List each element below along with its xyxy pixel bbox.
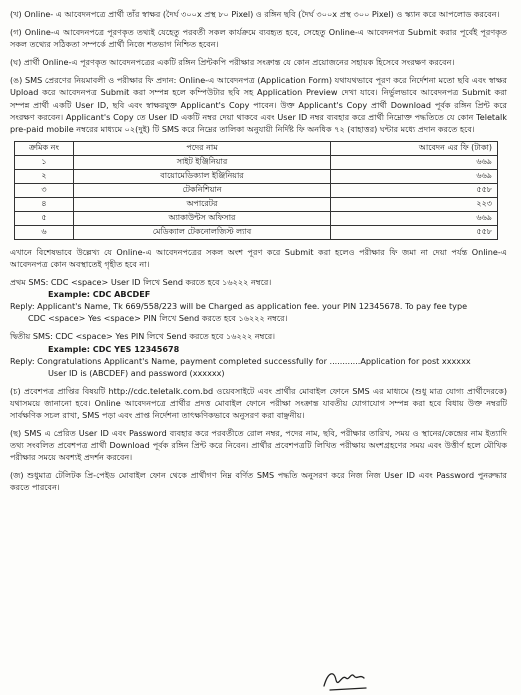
table-row [15, 225, 498, 239]
sms2-example: Example: CDC YES 12345678 [48, 343, 180, 354]
cell-post: অ্যাকাউন্টস অফিসার [74, 211, 331, 225]
cell-serial: ১ [15, 155, 74, 169]
cell-post: সাইট ইঞ্জিনিয়ার [74, 155, 331, 169]
handwritten-signature [318, 666, 374, 694]
cell-fee: ৫৫৮ [331, 225, 498, 239]
cell-serial: ৫ [15, 211, 74, 225]
sms1-instruction: প্রথম SMS: CDC <space> User ID লিখে Send করতে হবে ১৬২২২ নম্বরে। [10, 277, 272, 288]
cell-serial: ৪ [15, 197, 74, 211]
fee-table [14, 141, 498, 240]
cell-serial: ৬ [15, 225, 74, 239]
paragraph-uma: (ঙ) SMS প্রেরণের নিয়মাবলী ও পরীক্ষার ফি প্রদান: Online-এ আবেদনপত্র (Application Form) যথাযথভাবে পূরণ করে নির্দেশনা মতো ছবি এবং স্বাক্ষর Upload করে আবেদনপত্র Submit করা সম্পন্ন হলে কম্পিউটার ছবি সহ Application Preview দেখা যাবে। নির্ভুলভাবে আবেদনপত্র Submit করা সম্পন্ন প্রার্থী একটি User ID, ছবি এবং স্বাক্ষরযুক্ত Applicant's Copy পাবেন। উক্ত Applicant's Copy প্রার্থী Download পূর্বক রঙ্গিন প্রিন্ট করে সংরক্ষণ করবেন। Applicant's Copy তে User ID একটি নম্বর দেয়া থাকবে এবং User ID নম্বর ব্যবহার করে প্রার্থী নিম্নোক্ত পদ্ধতিতে যে কোন Teletalk pre-paid mobile নম্বরের মাধ্যমে ০২(দুই) টি SMS করে নিম্নের তালিকা অনুযায়ী নির্দিষ্ট ফি অনধিক ৭২ (বাহাত্তর) ঘন্টার মধ্যে প্রদান করতে হবে। [10, 75, 507, 134]
table-row [15, 169, 498, 183]
cell-post: বায়োমেডিক্যাল ইঞ্জিনিয়ার [74, 169, 331, 183]
cell-fee: ৬৬৯ [331, 169, 498, 183]
cell-post: অপারেটর [74, 197, 331, 211]
table-row [15, 211, 498, 225]
sms2-reply: Reply: Congratulations Applicant's Name, payment completed successfully for ............Application for post xxxxxx [10, 355, 471, 366]
sms2-instruction: দ্বিতীয় SMS: CDC <space> Yes PIN লিখে Send করতে হবে ১৬২২২ নম্বরে। [10, 331, 276, 342]
header-post: পদের নাম [74, 141, 331, 155]
table-row [15, 155, 498, 169]
paragraph-ja: (জ) শুধুমাত্র টেলিটক প্রি-পেইড মোবাইল ফোন থেকে প্রার্থীগণ নিম্ন বর্ণিত SMS পদ্ধতি অনুসরণ করে নিজ নিজ User ID এবং Password পুনরুদ্ধার করতে পারবেন। [10, 470, 507, 493]
cell-post: টেকনিশিয়ান [74, 183, 331, 197]
paragraph-chha: (ছ) SMS এ প্রেরিত User ID এবং Password ব্যবহার করে পরবর্তীতে রোল নম্বর, পদের নাম, ছবি, পরীক্ষার তারিখ, সময় ও স্থানের/কেন্দ্রের নাম ইত্যাদি তথ্য সংবলিত প্রবেশপত্র প্রার্থী Download পূর্বক রঙ্গিন প্রিন্ট করে নিবেন। প্রার্থীর প্রবেশপত্রটি লিখিত পরীক্ষায় অংশগ্রহণের সময় এবং উত্তীর্ণ হলে মৌখিক পরীক্ষার সময়ে অবশ্যই প্রদর্শন করবেন। [10, 428, 507, 463]
paragraph-cha: (চ) প্রবেশপত্র প্রাপ্তির বিষয়টি http://cdc.teletalk.com.bd ওয়েবসাইটে এবং প্রার্থীর মোবাইল ফোনে SMS এর মাধ্যমে (শুধু মাত্র যোগ্য প্রার্থীদেরকে) যথাসময়ে জানানো হবে। Online আবেদনপত্রে প্রার্থীর প্রদত্ত মোবাইল ফোনে পরীক্ষা সংক্রান্ত যাবতীয় যোগাযোগ সম্পন্ন করা হবে বিধায় উক্ত নম্বরটি সার্বক্ষণিক সচল রাখা, SMS পড়া এবং প্রাপ্ত নির্দেশনা তাৎক্ষণিকভাবে অনুসরণ করা বাঞ্ছনীয়। [10, 385, 507, 420]
header-fee: আবেদন এর ফি (টাকা) [331, 141, 498, 155]
table-row [15, 183, 498, 197]
table-row [15, 197, 498, 211]
cell-fee: ৬৬৯ [331, 155, 498, 169]
cell-fee: ৬৬৯ [331, 211, 498, 225]
cell-post: মেডিক্যাল টেকনোলজিস্ট ল্যাব [74, 225, 331, 239]
paragraph-gha: (ঘ) প্রার্থী Online-এ পূরণকৃত আবেদনপত্রের একটি রঙ্গিন প্রিন্টকপি পরীক্ষার সংক্রান্ত যে কোন প্রয়োজনের সহায়ক হিসেবে সংরক্ষণ করবেন। [10, 57, 455, 68]
paragraph-after-table: এখানে বিশেষভাবে উল্লেখ্য যে Online-এ আবেদনপত্রের সকল অংশ পূরণ করে Submit করা হলেও পরীক্ষার ফি জমা না দেয়া পর্যন্ত Online-এ আবেদনপত্র কোন অবস্থাতেই গৃহীত হবে না। [10, 246, 507, 269]
cell-serial: ২ [15, 169, 74, 183]
sms2-userid: User ID is (ABCDEF) and password (xxxxxx) [48, 367, 225, 378]
header-serial: ক্রমিক নং [15, 141, 74, 155]
sms1-reply: Reply: Applicant's Name, Tk 669/558/223 will be Charged as application fee. your PIN 12345678. To pay fee type [10, 301, 468, 312]
sms1-example: Example: CDC ABCDEF [48, 289, 151, 300]
cell-fee: ৫৫৮ [331, 183, 498, 197]
paragraph-kha: (খ) Online- এ আবেদনপত্রে প্রার্থী তাঁর স্বাক্ষর (দৈর্ঘ ৩০০x প্রস্থ ৮০ Pixel) ও রঙ্গিন ছবি (দৈর্ঘ ৩০০x প্রস্থ ৩০০ Pixel) ও স্ক্যান করে আপলোড করবেন। [10, 9, 500, 19]
cell-fee: ২২৩ [331, 197, 498, 211]
paragraph-ga: (গ) Online-এ আবেদনপত্রে পূরণকৃত তথ্যই যেহেতু পরবর্তী সকল কার্যক্রমে ব্যবহৃত হবে, সেহেতু Online-এ আবেদনপত্র Submit করার পূর্বেই পূরণকৃত সকল তথ্যের সঠিকতা সম্পর্কে প্রার্থী নিজে শতভাগ নিশ্চিত হবেন। [10, 27, 507, 50]
sms1-pin-instruction: CDC <space> Yes <space> PIN লিখে Send করতে হবে ১৬২২২ নম্বরে। [28, 313, 288, 324]
fee-table-header [15, 141, 498, 155]
cell-serial: ৩ [15, 183, 74, 197]
